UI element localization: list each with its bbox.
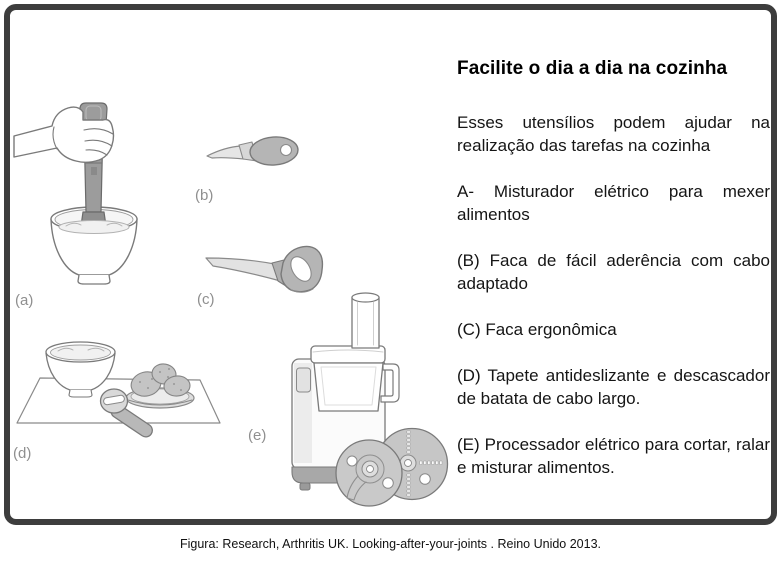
label-c: (c) xyxy=(197,291,215,308)
knife-b-hole xyxy=(281,145,292,156)
figure-caption: Figura: Research, Arthritis UK. Looking-after-your-joints . Reino Unido 2013. xyxy=(179,537,602,551)
feed-tube xyxy=(352,297,379,348)
item-b-text: (B) Faca de fácil aderência com cabo adaptado xyxy=(457,251,770,293)
info-panel xyxy=(457,58,770,502)
item-c-text: (C) Faca ergonômica xyxy=(457,320,617,339)
panel-intro: Esses utensílios podem ajudar na realização das tarefas na cozinha xyxy=(457,113,770,155)
bowl-foot xyxy=(78,275,110,284)
label-a: (a) xyxy=(15,292,34,309)
item-e-text: (E) Processador elétrico para cortar, ralar e misturar alimentos. xyxy=(457,435,770,477)
knife-c-blade xyxy=(206,258,284,282)
knife-b-blade xyxy=(207,146,244,159)
processor-bowl xyxy=(314,363,383,411)
item-a-text: A- Misturador elétrico para mexer alimentos xyxy=(457,182,770,224)
bowl-cream xyxy=(59,221,129,234)
food-processor-illustration xyxy=(248,293,448,506)
processor-switch xyxy=(297,368,311,392)
panel-title: Facilite o dia a dia na cozinha xyxy=(457,58,728,79)
label-b: (b) xyxy=(195,187,214,204)
processor-foot xyxy=(300,483,310,490)
mat-and-peeler-illustration xyxy=(13,342,220,462)
mat-bowl-foot xyxy=(69,390,92,397)
label-d: (d) xyxy=(13,445,32,462)
ergonomic-knife-illustration xyxy=(197,246,322,308)
easy-grip-knife-illustration xyxy=(195,135,299,204)
immersion-blender-illustration xyxy=(14,103,137,309)
label-e: (e) xyxy=(248,427,267,444)
item-d-text: (D) Tapete antideslizante e descascador de batata de cabo largo. xyxy=(457,366,770,408)
slicing-disc xyxy=(336,440,402,506)
